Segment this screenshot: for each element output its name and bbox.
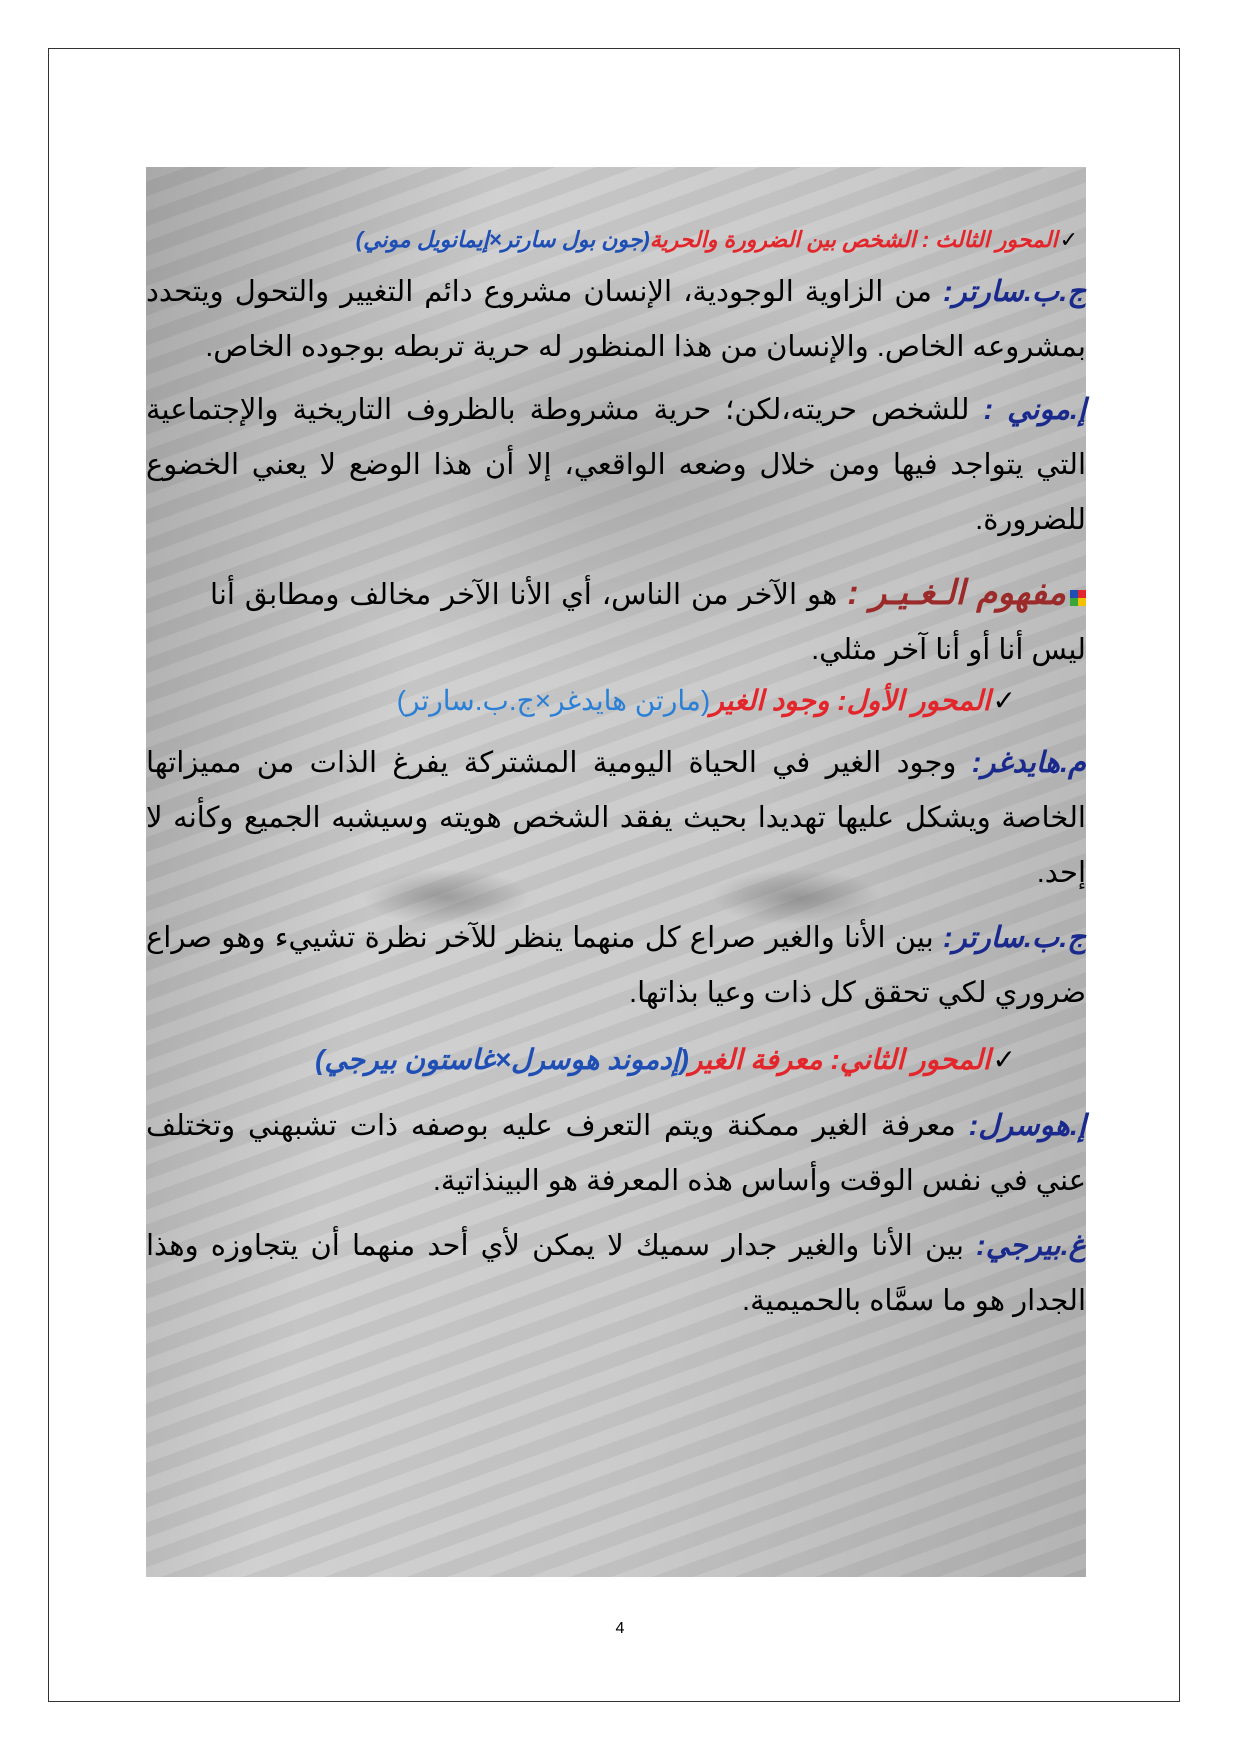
paragraph-text: وجود الغير في الحياة اليومية المشتركة يفرغ الذات من مميزاتها الخاصة ويشكل عليها تهديدا بحيث يفقد الشخص هويته وسيشبه الجميع وكأنه لا إحد.: [146, 747, 1086, 889]
concept-definition: [146, 566, 1086, 678]
axis-thinkers: (إدموند هوسرل×غاستون بيرجي): [315, 1044, 689, 1075]
paragraph-berger: [146, 1219, 1086, 1329]
paragraph-husserl: [146, 1099, 1086, 1209]
checkmark-icon: ✓: [992, 685, 1016, 716]
speaker-label: إ.هوسرل:: [968, 1110, 1086, 1142]
paragraph-sartre-conflict: [146, 911, 1086, 1021]
document-body: [146, 225, 1086, 1329]
paragraph-heidegger: [146, 736, 1086, 901]
page-number: 4: [615, 1620, 625, 1637]
axis-title: المحور الثالث : الشخص بين الضرورة والحرية: [649, 227, 1058, 252]
axis-heading-1: [146, 680, 1086, 722]
speaker-label: ج.ب.سارتر:: [942, 922, 1086, 954]
axis-title: المحور الثاني: معرفة الغير: [688, 1044, 991, 1075]
paragraph-text: بين الأنا والغير جدار سميك لا يمكن لأي أحد منهما أن يتجاوزه وهذا الجدار هو ما سمَّاه بالحميمية.: [146, 1230, 1086, 1317]
concept-text: هو الآخر من الناس، أي الأنا الآخر مخالف ومطابق أنا ليس أنا أو أنا آخر مثلي.: [210, 579, 1086, 666]
axis-heading-2: [146, 1039, 1086, 1081]
axis-thinkers: (مارتن هايدغر×ج.ب.سارتر): [396, 685, 711, 716]
paragraph-text: للشخص حريته،لكن؛ حرية مشروطة بالظروف التاريخية والإجتماعية التي يتواجد فيها ومن خلال وضعه الواقعي، إلا أن هذا الوضع لا يعني الخضوع للضرورة.: [146, 394, 1086, 536]
bullet-icon: [1070, 590, 1086, 606]
paragraph-text: بين الأنا والغير صراع كل منهما ينظر للآخر نظرة تشييء وهو صراع ضروري لكي تحقق كل ذات وعيا بذاتها.: [146, 922, 1086, 1009]
speaker-label: إ.موني :: [983, 394, 1086, 426]
speaker-label: م.هايدغر:: [971, 747, 1086, 779]
axis-thinkers: (جون بول سارتر×إيمانويل موني): [355, 227, 650, 252]
concept-title: مفهوم الـغـيـر :: [847, 574, 1066, 612]
speaker-label: غ.بيرجي:: [976, 1230, 1086, 1262]
axis-heading-3: [146, 225, 1086, 255]
checkmark-icon: ✓: [992, 1044, 1016, 1075]
paragraph-text: معرفة الغير ممكنة ويتم التعرف عليه بوصفه ذات تشبهني وتختلف عني في نفس الوقت وأساس هذه المعرفة هو البينذاتية.: [146, 1110, 1086, 1197]
checkmark-icon: ✓: [1059, 227, 1078, 252]
paragraph-sartre-freedom: [146, 265, 1086, 375]
speaker-label: ج.ب.سارتر:: [942, 276, 1086, 308]
axis-title: المحور الأول: وجود الغير: [710, 685, 991, 716]
paragraph-mounier: [146, 383, 1086, 548]
paragraph-text: من الزاوية الوجودية، الإنسان مشروع دائم التغيير والتحول ويتحدد بمشروعه الخاص. والإنسان من هذا المنظور له حرية تربطه بوجوده الخاص.: [146, 276, 1086, 363]
